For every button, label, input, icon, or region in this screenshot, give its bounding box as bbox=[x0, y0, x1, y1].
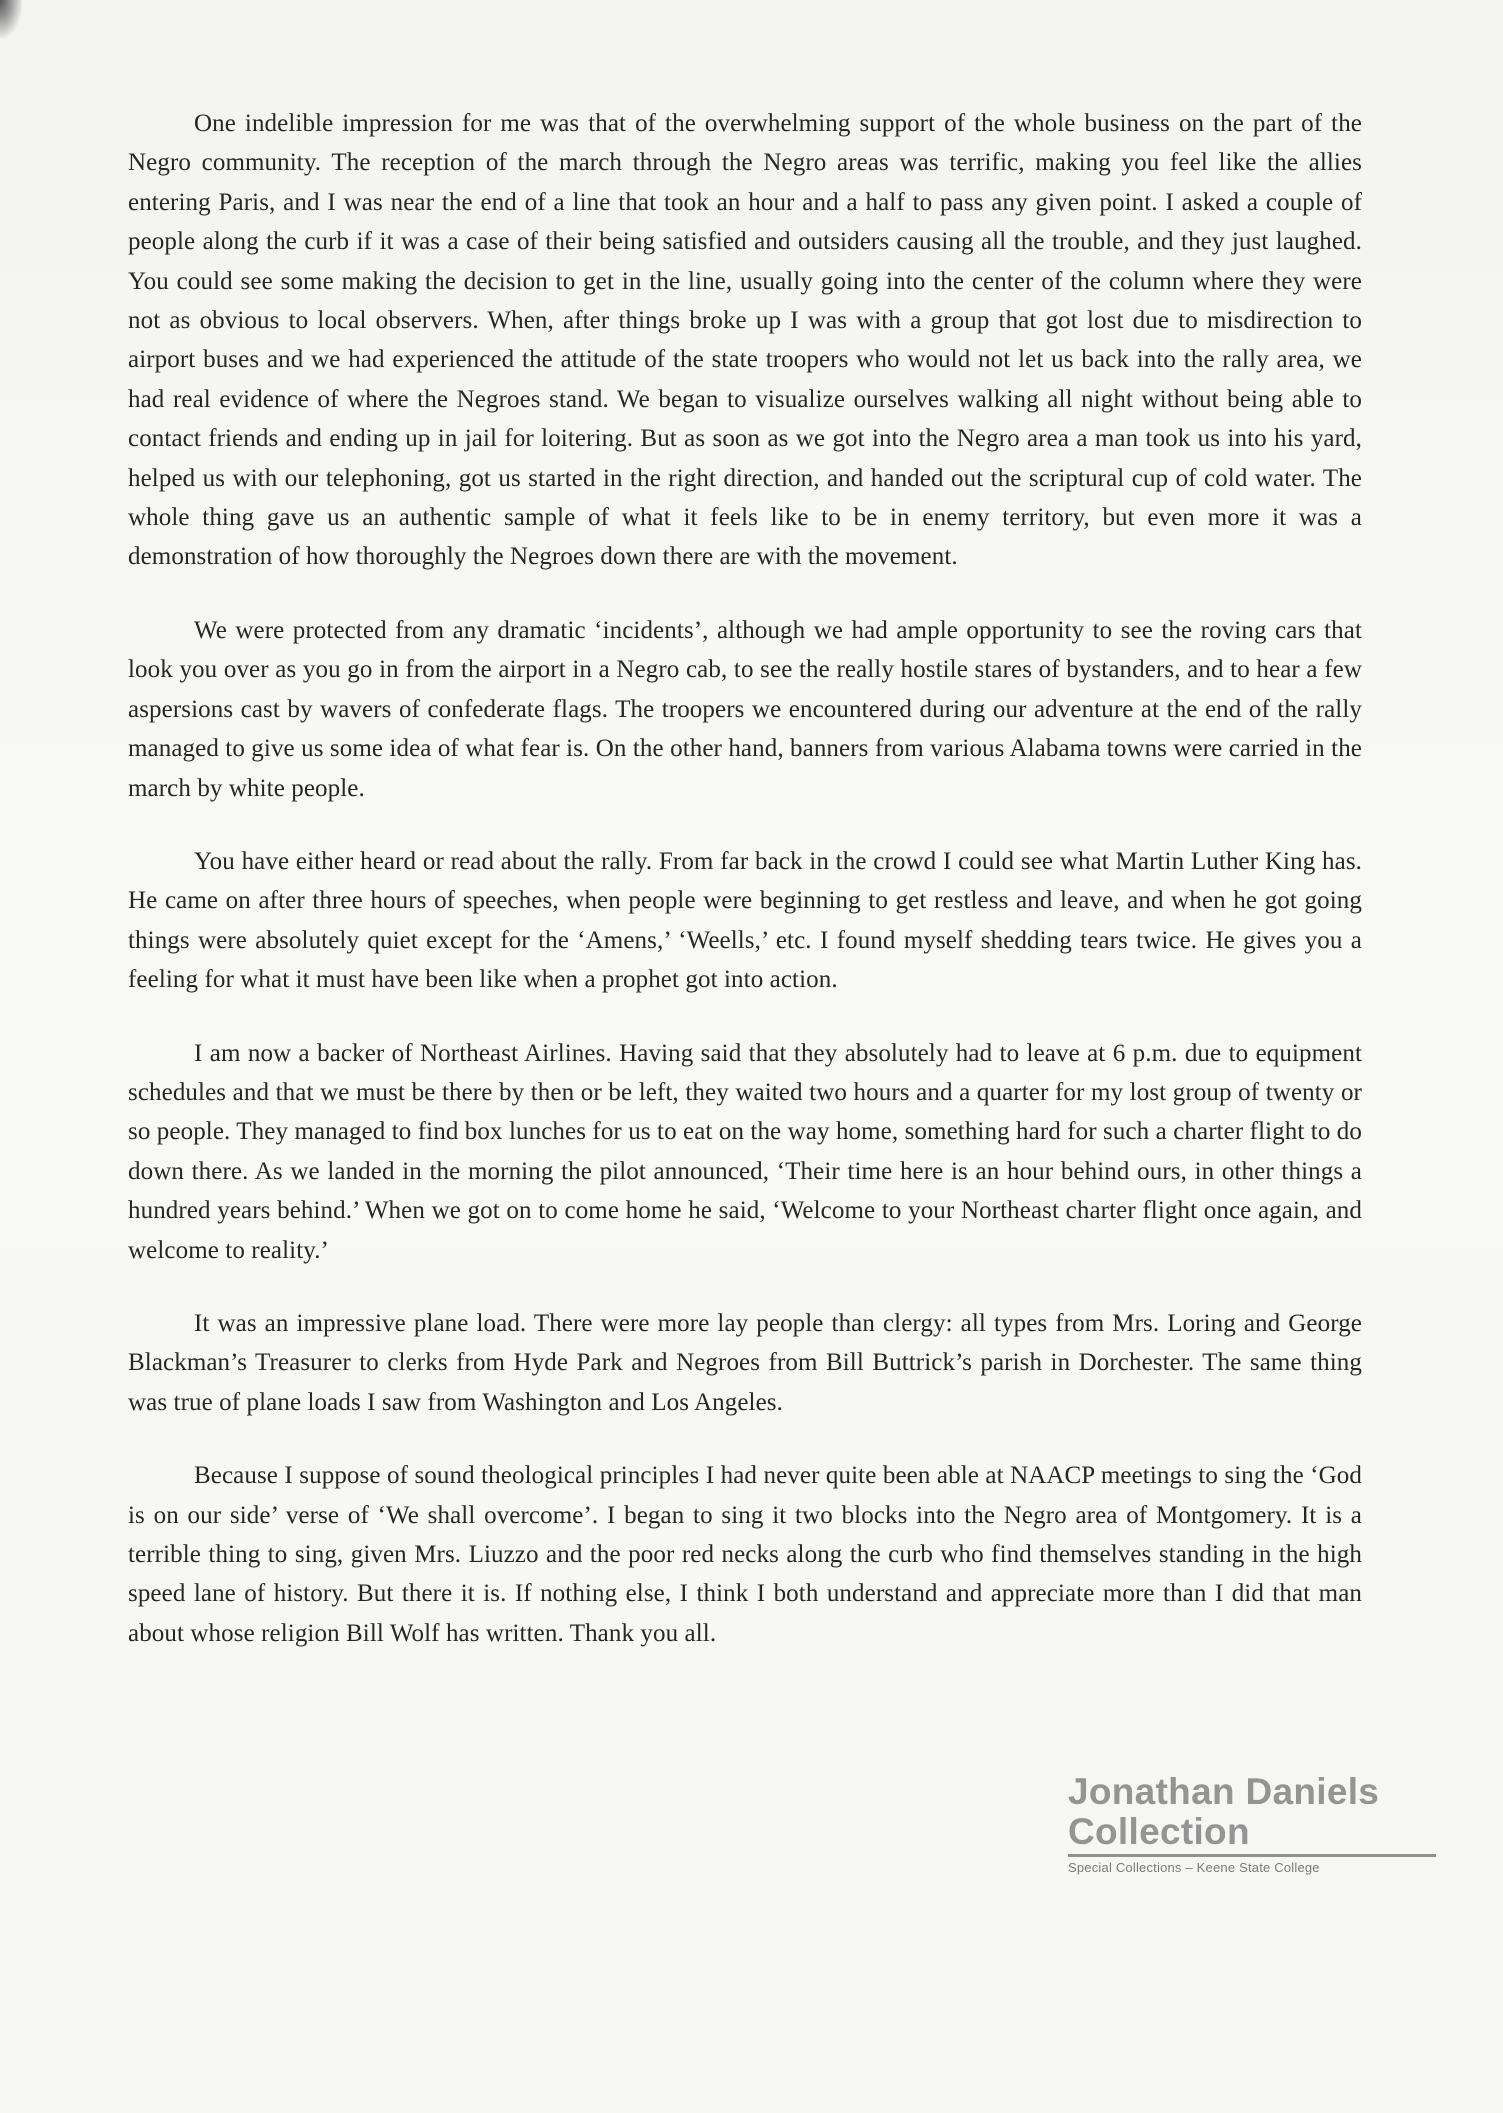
watermark-title-line1: Jonathan Daniels bbox=[1068, 1771, 1380, 1812]
watermark-divider bbox=[1068, 1854, 1436, 1857]
paragraph-5: It was an impressive plane load. There were more lay people than clergy: all types from Mrs. Loring and George Blackman’s Treasurer to clerks from Hyde Park and Negroes from Bill Buttrick’s parish in Dorchester. The same thing was true of plane loads I saw from Washington and Los Angeles. bbox=[128, 1309, 1362, 1416]
letter-body bbox=[128, 104, 1362, 1687]
paragraph-2: We were protected from any dramatic ‘incidents’, although we had ample opportunity to see the roving cars that look you over as you go in from the airport in a Negro cab, to see the really hostile stares of bystanders, and to hear a few aspersions cast by wavers of confederate flags. The troopers we encountered during our adventure at the end of the rally managed to give us some idea of what fear is. On the other hand, banners from various Alabama towns were carried in the march by white people. bbox=[128, 616, 1362, 802]
paragraph-4: I am now a backer of Northeast Airlines. Having said that they absolutely had to leave at 6 p.m. due to equipment schedules and that we must be there by then or be left, they waited two hours and a quarter for my lost group of twenty or so people. They managed to find box lunches for us to eat on the way home, something hard for such a charter flight to do down there. As we landed in the morning the pilot announced, ‘Their time here is an hour behind ours, in other things a hundred years behind.’ When we got on to come home he said, ‘Welcome to your Northeast charter flight once again, and welcome to reality.’ bbox=[128, 1039, 1362, 1264]
page-corner-shadow bbox=[0, 0, 22, 38]
watermark-credit: Special Collections – Keene State College bbox=[1068, 1860, 1320, 1875]
watermark-title-line2: Collection bbox=[1068, 1811, 1250, 1852]
paragraph-3: You have either heard or read about the rally. From far back in the crowd I could see what Martin Luther King has. He came on after three hours of speeches, when people were beginning to get restless and leave, and when he got going things were absolutely quiet except for the ‘Amens,’ ‘Weells,’ etc. I found myself shedding tears twice. He gives you a feeling for what it must have been like when a prophet got into action. bbox=[128, 847, 1362, 994]
paragraph-6: Because I suppose of sound theological principles I had never quite been able at NAACP meetings to sing the ‘God is on our side’ verse of ‘We shall overcome’. I began to sing it two blocks into the Negro area of Montgomery. It is a terrible thing to sing, given Mrs. Liuzzo and the poor red necks along the curb who find themselves standing in the high speed lane of history. But there it is. If nothing else, I think I both understand and appreciate more than I did that man about whose religion Bill Wolf has written. Thank you all. bbox=[128, 1462, 1362, 1647]
collection-watermark bbox=[1068, 1772, 1436, 1875]
paragraph-1: One indelible impression for me was that of the overwhelming support of the whole business on the part of the Negro community. The reception of the march through the Negro areas was terrific, making you feel like the allies entering Paris, and I was near the end of a line that took an hour and a half to pass any given point. I asked a couple of people along the curb if it was a case of their being satisfied and outsiders causing all the trouble, and they just laughed. You could see some making the decision to get in the line, usually going into the center of the column where they were not as obvious to local observers. When, after things broke up I was with a group that got lost due to misdirection to airport buses and we had experienced the attitude of the state troopers who would not let us back into the rally area, we had real evidence of where the Negroes stand. We began to visualize ourselves walking all night without being able to contact friends and ending up in jail for loitering. But as soon as we got into the Negro area a man took us into his yard, helped us with our telephoning, got us started in the right direction, and handed out the scriptural cup of cold water. The whole thing gave us an authentic sample of what it feels like to be in enemy territory, but even more it was a demonstration of how thoroughly the Negroes down there are with the movement. bbox=[128, 110, 1362, 571]
